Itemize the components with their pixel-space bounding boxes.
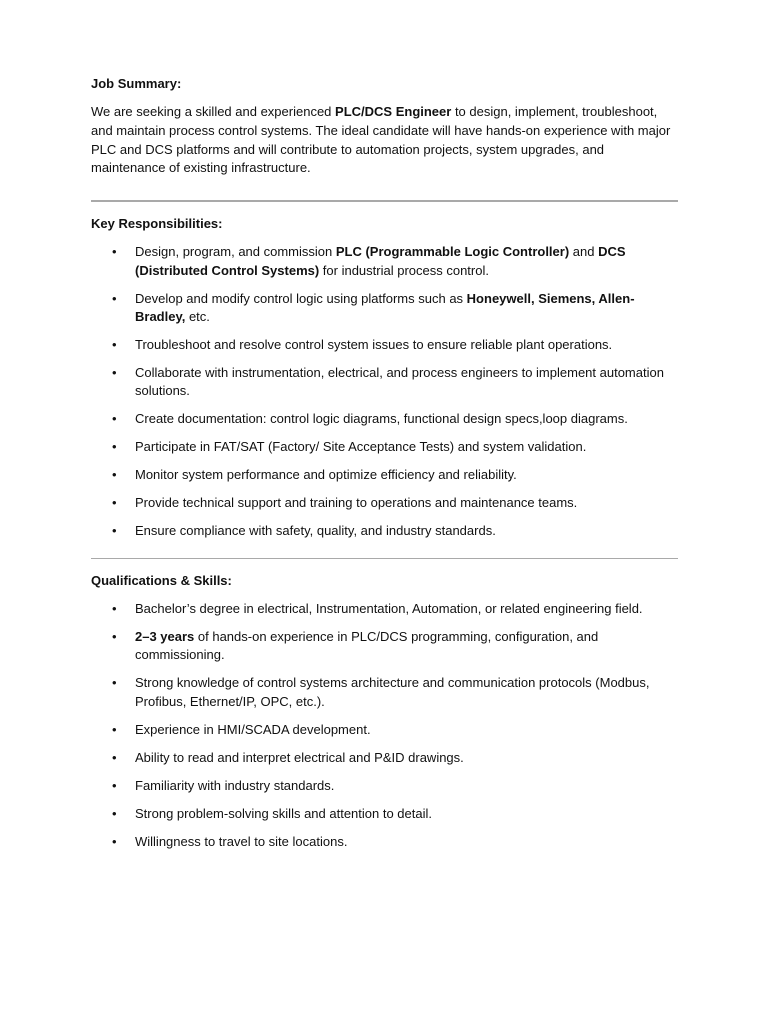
item-text: Troubleshoot and resolve control system issues to ensure reliable plant operations. (135, 337, 613, 352)
item-text: Bachelor’s degree in electrical, Instrumentation, Automation, or related engineering field. (135, 600, 643, 616)
summary-role-title: PLC/DCS Engineer (335, 104, 452, 119)
item-text: Provide technical support and training to operations and maintenance teams. (135, 495, 578, 511)
bullet-icon: • (112, 365, 117, 380)
bullet-icon: • (112, 749, 117, 765)
section-divider-2 (91, 558, 678, 559)
bullet-icon: • (112, 411, 117, 427)
item-text: of hands-on experience in PLC/DCS programming, configuration, and commissioning. (135, 628, 599, 663)
list-item (91, 628, 680, 665)
bullet-icon: • (112, 495, 117, 511)
item-text: Ensure compliance with safety, quality, and industry standards. (135, 523, 496, 539)
responsibilities-list (91, 243, 678, 541)
bullet-icon: • (112, 290, 117, 306)
item-text: Participate in FAT/SAT (Factory/ Site Acceptance Tests) and system validation. (135, 439, 587, 455)
item-text: etc. (185, 309, 210, 324)
item-text: Monitor system performance and optimize efficiency and reliability. (135, 467, 517, 483)
responsibilities-heading: Key Responsibilities: (91, 216, 223, 232)
item-text: and (569, 244, 599, 260)
item-text: Willingness to travel to site locations. (135, 833, 348, 849)
item-text: Create documentation: control logic diagrams, functional design specs,loop diagrams. (135, 411, 628, 427)
item-bold-text: PLC (Programmable Logic Controller) (335, 244, 570, 260)
item-bold-text: DCS (Distributed Control Systems) (135, 244, 626, 278)
item-text: Ability to read and interpret electrical and P&ID drawings. (135, 749, 464, 765)
item-text: for industrial process control. (319, 262, 489, 278)
bullet-icon: • (112, 628, 117, 644)
item-text: Design, program, and commission (135, 244, 336, 260)
list-item (91, 336, 680, 354)
list-item (91, 721, 680, 739)
qualifications-heading: Qualifications & Skills: (91, 572, 232, 588)
bullet-icon: • (112, 675, 117, 691)
bullet-icon: • (112, 833, 117, 849)
item-text: Strong knowledge of control systems architecture and communication protocols (Modbus, Profibus, Ethernet/IP, OPC, etc.). (135, 675, 650, 709)
bullet-icon: • (112, 439, 117, 455)
list-item (91, 600, 680, 618)
list-item (91, 243, 680, 280)
bullet-icon: • (112, 777, 117, 793)
list-item (91, 522, 680, 540)
list-item (91, 364, 680, 401)
list-item (91, 494, 680, 512)
qualifications-list (91, 600, 678, 851)
list-item (91, 438, 680, 456)
bullet-icon: • (112, 244, 117, 260)
bullet-icon: • (112, 805, 117, 821)
section-divider-1 (91, 200, 678, 202)
bullet-icon: • (112, 523, 117, 539)
item-text: Collaborate with instrumentation, electrical, and process engineers to implement automation solutions. (135, 365, 664, 399)
item-text: Experience in HMI/SCADA development. (135, 721, 371, 737)
list-item (91, 777, 680, 795)
item-text: Develop and modify control logic using platforms such as (135, 290, 467, 306)
summary-text-2: to design, implement, troubleshoot, and maintain process control systems. The ideal candidate will have hands-on experience with major PLC and DCS platforms and will contribute to automation projects, system upgrades, and maintenance of existing infrastructure. (91, 104, 671, 176)
bullet-icon: • (112, 337, 117, 352)
summary-text-1: We are seeking a skilled and experienced (91, 104, 336, 119)
item-bold-text: Honeywell, Siemens, Allen-Bradley, (135, 290, 635, 324)
list-item (91, 805, 680, 823)
item-text: Familiarity with industry standards. (135, 777, 335, 793)
job-summary-text (91, 103, 681, 178)
list-item (91, 833, 680, 851)
job-summary-heading: Job Summary: (91, 76, 182, 91)
list-item (91, 466, 680, 484)
bullet-icon: • (112, 467, 117, 483)
list-item (91, 410, 680, 428)
item-text: Strong problem-solving skills and attention to detail. (135, 805, 432, 821)
item-bold-text: 2–3 years (135, 628, 195, 644)
bullet-icon: • (112, 721, 117, 737)
bullet-icon: • (112, 600, 117, 616)
list-item (91, 749, 680, 767)
list-item (91, 674, 680, 711)
list-item (91, 290, 680, 327)
